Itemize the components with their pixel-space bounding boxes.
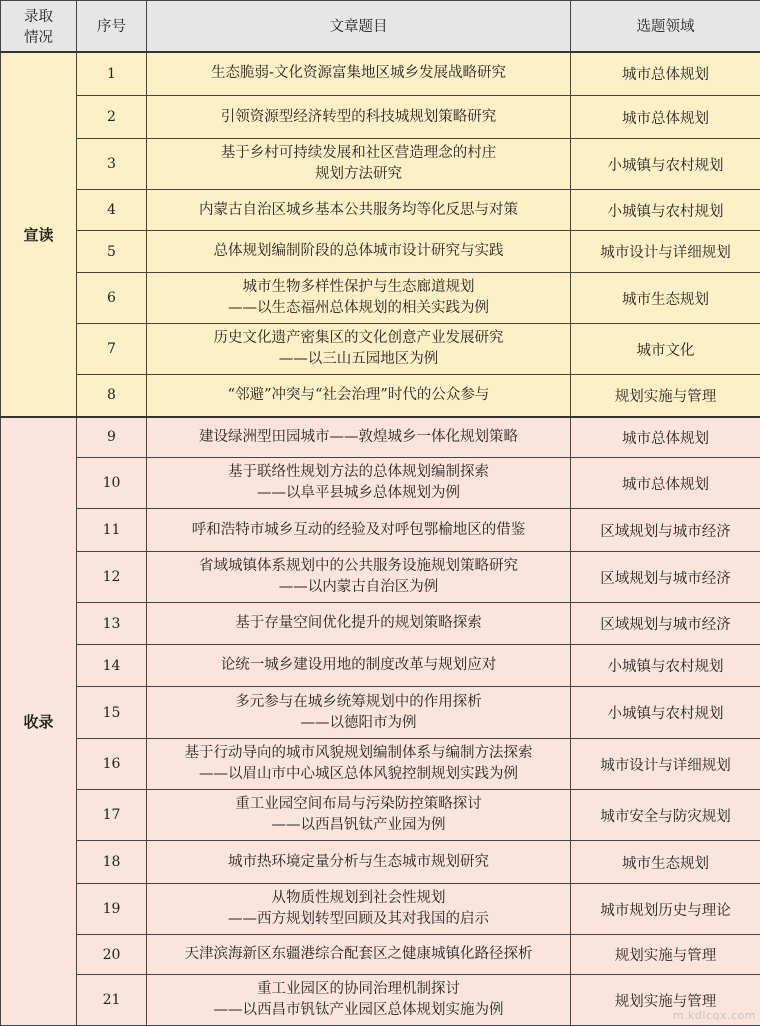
row-title-line: “邻避”冲突与“社会治理”时代的公众参与 <box>147 385 570 406</box>
row-seq: 6 <box>77 273 147 324</box>
row-title <box>147 273 571 324</box>
row-title-line: ——以三山五园地区为例 <box>147 349 570 370</box>
row-title <box>147 52 571 96</box>
row-title-line: 基于联络性规划方法的总体规划编制探索 <box>147 462 570 483</box>
row-domain: 规划实施与管理 <box>571 975 760 1026</box>
row-title <box>147 139 571 190</box>
table-row <box>1 603 760 645</box>
row-title <box>147 96 571 139</box>
row-domain: 区域规划与城市经济 <box>571 552 760 603</box>
table-row <box>1 139 760 190</box>
group-label: 收录 <box>1 417 77 1026</box>
table-row <box>1 509 760 552</box>
row-domain: 城市总体规划 <box>571 96 760 139</box>
row-title <box>147 509 571 552</box>
row-title-line: 从物质性规划到社会性规划 <box>147 888 570 909</box>
row-title-line: 基于乡村可持续发展和社区营造理念的村庄 <box>147 143 570 164</box>
row-domain: 城市总体规划 <box>571 417 760 458</box>
row-domain: 城市设计与详细规划 <box>571 739 760 790</box>
row-title-line: 基于存量空间优化提升的规划策略探索 <box>147 613 570 634</box>
row-title-line: 多元参与在城乡统筹规划中的作用探析 <box>147 692 570 713</box>
table-row <box>1 96 760 139</box>
row-seq: 21 <box>77 975 147 1026</box>
row-title-line: 建设绿洲型田园城市——敦煌城乡一体化规划策略 <box>147 427 570 448</box>
row-title-line: 基于行动导向的城市风貌规划编制体系与编制方法探索 <box>147 743 570 764</box>
row-title <box>147 790 571 841</box>
row-seq: 8 <box>77 375 147 417</box>
row-seq: 19 <box>77 884 147 935</box>
row-title-line: 生态脆弱-文化资源富集地区城乡发展战略研究 <box>147 63 570 84</box>
table-row <box>1 975 760 1026</box>
row-title <box>147 975 571 1026</box>
row-seq: 10 <box>77 458 147 509</box>
row-domain: 规划实施与管理 <box>571 935 760 975</box>
row-seq: 1 <box>77 52 147 96</box>
header-domain: 选题领域 <box>571 1 760 52</box>
watermark: m.kdlcqx.com <box>673 1009 756 1022</box>
header-row <box>1 1 760 52</box>
row-domain: 城市生态规划 <box>571 841 760 884</box>
row-domain: 城市总体规划 <box>571 52 760 96</box>
row-title-line: ——以阜平县城乡总体规划为例 <box>147 483 570 504</box>
row-title <box>147 324 571 375</box>
group-label: 宣读 <box>1 52 77 417</box>
row-title <box>147 417 571 458</box>
row-seq: 11 <box>77 509 147 552</box>
row-seq: 9 <box>77 417 147 458</box>
row-title-line: ——以西昌钒钛产业园为例 <box>147 815 570 836</box>
row-title-line: ——以眉山市中心城区总体风貌控制规划实践为例 <box>147 764 570 785</box>
table-row <box>1 52 760 96</box>
row-title-line: 省域城镇体系规划中的公共服务设施规划策略研究 <box>147 556 570 577</box>
row-title-line: 呼和浩特市城乡互动的经验及对呼包鄂榆地区的借鉴 <box>147 520 570 541</box>
table-row <box>1 458 760 509</box>
row-domain: 小城镇与农村规划 <box>571 190 760 231</box>
header-title: 文章题目 <box>147 1 571 52</box>
row-title-line: 总体规划编制阶段的总体城市设计研究与实践 <box>147 241 570 262</box>
header-status-line: 情况 <box>1 26 76 47</box>
row-domain: 小城镇与农村规划 <box>571 687 760 739</box>
table-row <box>1 190 760 231</box>
table-row <box>1 935 760 975</box>
row-seq: 12 <box>77 552 147 603</box>
row-title-line: 内蒙古自治区城乡基本公共服务均等化反思与对策 <box>147 200 570 221</box>
row-domain: 城市总体规划 <box>571 458 760 509</box>
row-title-line: 城市热环境定量分析与生态城市规划研究 <box>147 852 570 873</box>
row-seq: 3 <box>77 139 147 190</box>
row-domain: 区域规划与城市经济 <box>571 603 760 645</box>
table-row <box>1 790 760 841</box>
table-row <box>1 375 760 417</box>
row-seq: 13 <box>77 603 147 645</box>
table-row <box>1 645 760 687</box>
row-domain: 城市规划历史与理论 <box>571 884 760 935</box>
row-title-line: 历史文化遗产密集区的文化创意产业发展研究 <box>147 328 570 349</box>
row-title-line: 规划方法研究 <box>147 164 570 185</box>
row-title-line: ——以西昌市钒钛产业园区总体规划实施为例 <box>147 1000 570 1021</box>
table-body <box>1 52 760 1026</box>
row-title <box>147 552 571 603</box>
header-seq: 序号 <box>77 1 147 52</box>
row-seq: 4 <box>77 190 147 231</box>
row-title-line: ——西方规划转型回顾及其对我国的启示 <box>147 909 570 930</box>
row-seq: 14 <box>77 645 147 687</box>
table-row <box>1 687 760 739</box>
table-row <box>1 552 760 603</box>
row-title <box>147 739 571 790</box>
table-row <box>1 884 760 935</box>
table-row <box>1 739 760 790</box>
row-title <box>147 935 571 975</box>
row-title <box>147 884 571 935</box>
row-domain: 城市安全与防灾规划 <box>571 790 760 841</box>
table-row <box>1 273 760 324</box>
header-status-line: 录取 <box>1 5 76 26</box>
row-title <box>147 603 571 645</box>
row-seq: 7 <box>77 324 147 375</box>
row-seq: 5 <box>77 231 147 273</box>
header-status <box>1 1 77 52</box>
table-row <box>1 231 760 273</box>
row-domain: 城市文化 <box>571 324 760 375</box>
row-seq: 16 <box>77 739 147 790</box>
row-domain: 小城镇与农村规划 <box>571 645 760 687</box>
row-title-line: ——以德阳市为例 <box>147 713 570 734</box>
row-title <box>147 687 571 739</box>
row-domain: 小城镇与农村规划 <box>571 139 760 190</box>
table-row <box>1 841 760 884</box>
row-seq: 20 <box>77 935 147 975</box>
row-title-line: 重工业园区的协同治理机制探讨 <box>147 979 570 1000</box>
row-seq: 2 <box>77 96 147 139</box>
table-row <box>1 417 760 458</box>
row-title-line: 城市生物多样性保护与生态廊道规划 <box>147 277 570 298</box>
row-seq: 15 <box>77 687 147 739</box>
row-title <box>147 190 571 231</box>
row-title-line: 天津滨海新区东疆港综合配套区之健康城镇化路径探析 <box>147 944 570 965</box>
row-domain: 区域规划与城市经济 <box>571 509 760 552</box>
row-title <box>147 375 571 417</box>
row-title-line: 论统一城乡建设用地的制度改革与规划应对 <box>147 655 570 676</box>
row-title-line: ——以内蒙古自治区为例 <box>147 577 570 598</box>
row-title <box>147 458 571 509</box>
row-seq: 18 <box>77 841 147 884</box>
row-title <box>147 231 571 273</box>
row-title-line: ——以生态福州总体规划的相关实践为例 <box>147 298 570 319</box>
row-title <box>147 841 571 884</box>
row-title-line: 重工业园空间布局与污染防控策略探讨 <box>147 794 570 815</box>
row-domain: 规划实施与管理 <box>571 375 760 417</box>
row-domain: 城市生态规划 <box>571 273 760 324</box>
row-title <box>147 645 571 687</box>
row-seq: 17 <box>77 790 147 841</box>
table-row <box>1 324 760 375</box>
row-domain: 城市设计与详细规划 <box>571 231 760 273</box>
row-title-line: 引领资源型经济转型的科技城规划策略研究 <box>147 107 570 128</box>
